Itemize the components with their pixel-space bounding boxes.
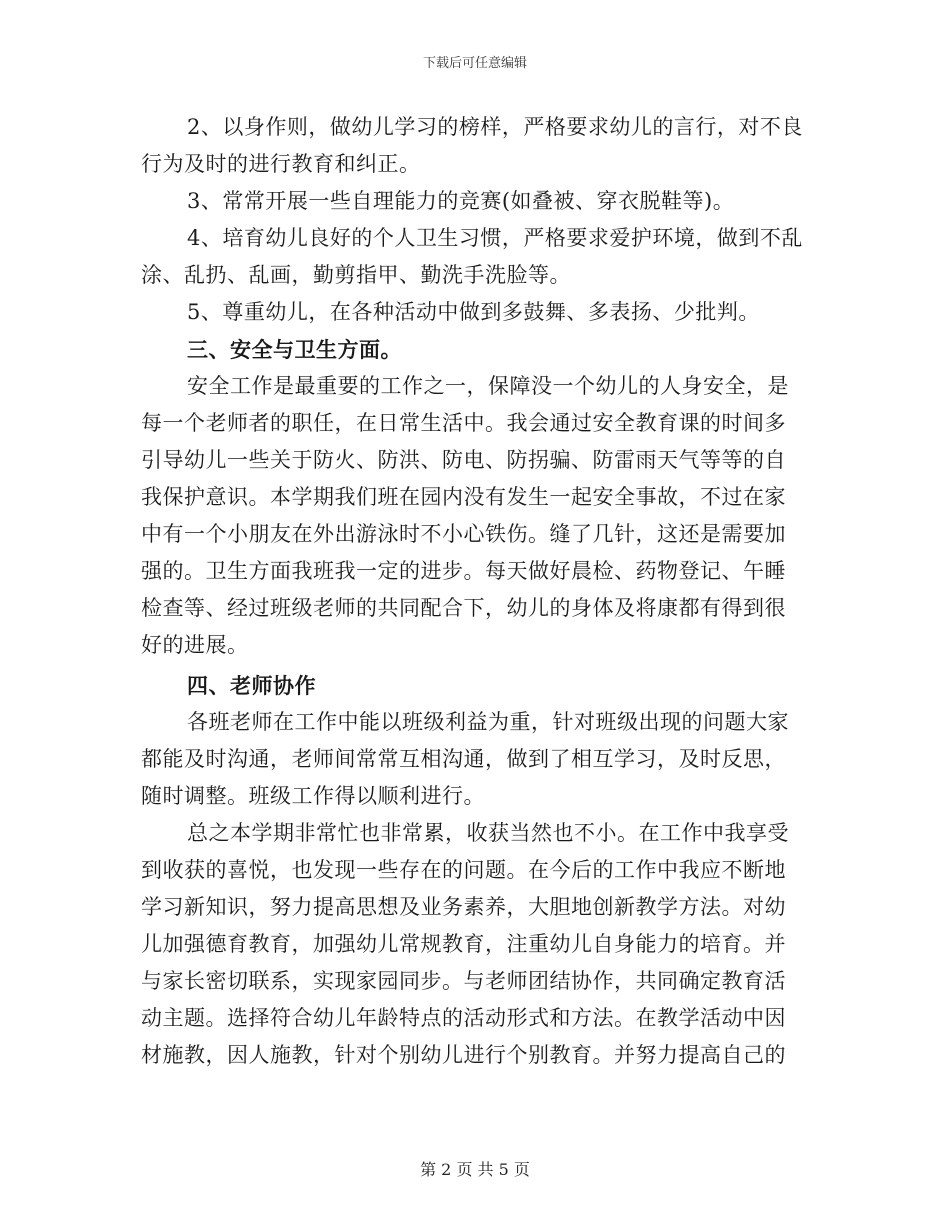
paragraph-line: 3、常常开展一些自理能力的竞赛(如叠被、穿衣脱鞋等)。 (187, 189, 735, 213)
paragraph-line: 学习新知识，努力提高思想及业务素养，大胆地创新教学方法。对幼 (141, 895, 786, 919)
paragraph-line: 强的。卫生方面我班我一定的进步。每天做好晨检、药物登记、午睡 (141, 559, 786, 583)
paragraph-line: 都能及时沟通，老师间常常互相沟通，做到了相互学习，及时反思， (141, 747, 786, 771)
paragraph-line: 材施教，因人施教，针对个别幼儿进行个别教育。并努力提高自己的 (141, 1043, 786, 1067)
paragraph-line: 总之本学期非常忙也非常累，收获当然也不小。在工作中我享受 (187, 821, 789, 845)
paragraph-line: 4、培育幼儿良好的个人卫生习惯，严格要求爱护环境，做到不乱 (187, 226, 803, 250)
paragraph-line: 中有一个小朋友在外出游泳时不小心铁伤。缝了几针，这还是需要加 (141, 522, 786, 546)
paragraph-line: 动主题。选择符合幼儿年龄特点的活动形式和方法。在教学活动中因 (141, 1006, 786, 1030)
paragraph-line: 各班老师在工作中能以班级利益为重，针对班级出现的问题大家 (187, 710, 789, 734)
paragraph-line: 5、尊重幼儿，在各种活动中做到多鼓舞、多表扬、少批判。 (187, 300, 760, 324)
paragraph-line: 好的进展。 (141, 633, 249, 657)
paragraph-line: 2、以身作则，做幼儿学习的榜样，严格要求幼儿的言行，对不良 (187, 115, 803, 139)
section-heading: 四、老师协作 (187, 673, 316, 698)
paragraph-line: 安全工作是最重要的工作之一，保障没一个幼儿的人身安全，是 (187, 374, 789, 398)
paragraph-line: 到收获的喜悦，也发现一些存在的问题。在今后的工作中我应不断地 (141, 858, 786, 882)
paragraph-line: 儿加强德育教育，加强幼儿常规教育，注重幼儿自身能力的培育。并 (141, 932, 786, 956)
paragraph-line: 与家长密切联系，实现家园同步。与老师团结协作，共同确定教育活 (141, 969, 786, 993)
paragraph-line: 涂、乱扔、乱画，勤剪指甲、勤洗手洗脸等。 (141, 263, 571, 287)
page-footer: 第 2 页 共 5 页 (420, 1160, 530, 1179)
page-header: 下载后可任意编辑 (422, 56, 527, 71)
paragraph-line: 我保护意识。本学期我们班在园内没有发生一起安全事故，不过在家 (141, 485, 786, 509)
paragraph-line: 随时调整。班级工作得以顺利进行。 (141, 784, 485, 808)
paragraph-line: 引导幼儿一些关于防火、防洪、防电、防拐骗、防雷雨天气等等的自 (141, 448, 786, 472)
paragraph-line: 行为及时的进行教育和纠正。 (141, 152, 421, 176)
document-body (141, 110, 801, 1073)
section-heading: 三、安全与卫生方面。 (187, 337, 402, 362)
paragraph-line: 每一个老师者的职任，在日常生活中。我会通过安全教育课的时间多 (141, 411, 786, 435)
paragraph-line: 检查等、经过班级老师的共同配合下，幼儿的身体及将康都有得到很 (141, 596, 786, 620)
